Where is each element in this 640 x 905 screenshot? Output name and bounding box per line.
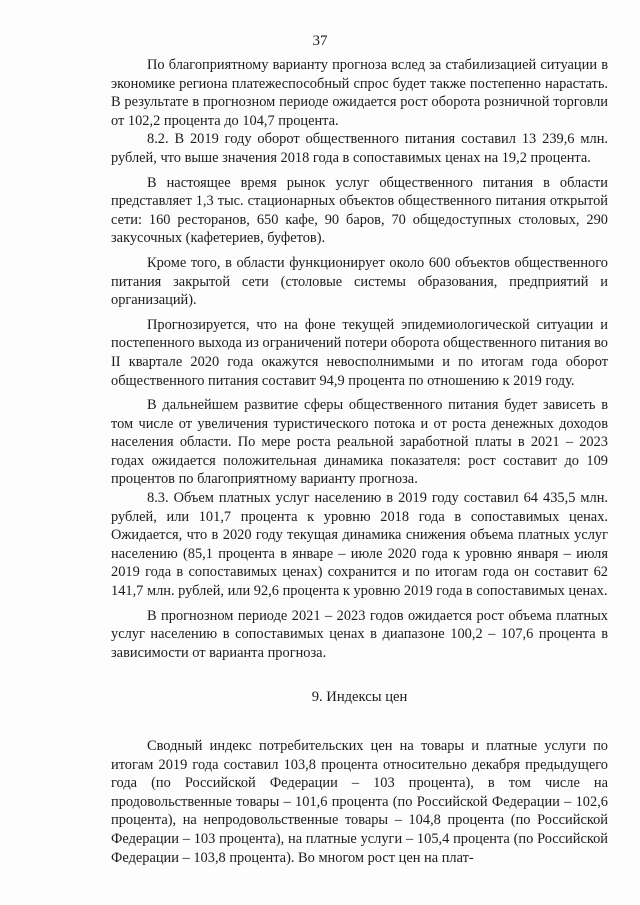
paragraph-paid-services-forecast: В прогнозном периоде 2021 – 2023 годов ожидается рост объема платных услуг населению в сопоставимых ценах в диапазоне 100,2 – 107,6 процента в зависимости от варианта прогноза.: [111, 607, 608, 661]
document-body: [111, 56, 608, 867]
page-number: 37: [312, 33, 328, 49]
paragraph-forecast-demand: По благоприятному варианту прогноза вслед за стабилизацией ситуации в экономике региона платежеспособный спрос будет также постепенно нарастать. В результате в прогнозном периоде ожидается рост оборота розничной торговли от 102,2 процента до 104,7 процента.: [111, 57, 608, 129]
paragraph-catering-turnover: 8.2. В 2019 году оборот общественного питания составил 13 239,6 млн. рублей, что выше значения 2018 года в сопоставимых ценах на 19,2 процента.: [111, 131, 608, 166]
paragraph-paid-services: 8.3. Объем платных услуг населению в 2019 году составил 64 435,5 млн. рублей, или 101,7 процента к уровню 2018 года в сопоставимых ценах. Ожидается, что в 2020 году текущая динамика снижения объема платных услуг населению (85,1 процента в январе – июле 2020 года к уровню января – июля 2019 года в сопоставимых ценах) сохранится и по итогам года он составит 62 141,7 млн. рублей, или 92,6 процента к уровню 2019 года в сопоставимых ценах.: [111, 490, 608, 600]
paragraph-price-index: Сводный индекс потребительских цен на товары и платные услуги по итогам 2019 года составил 103,8 процента относительно декабря предыдущего года (по Российской Федерации – 103 процента), в том числе на продовольственные товары – 101,6 процента (по Российской Федерации – 102,6 процента), на непродовольственные товары – 104,8 процента (по Российской Федерации – 103 процента), на платные услуги – 105,4 процента (по Российской Федерации – 103,8 процента). Во многом рост цен на плат-: [111, 738, 608, 866]
paragraph-closed-network: Кроме того, в области функционирует около 600 объектов общественного питания закрытой сети (столовые системы образования, предприятий и организаций).: [111, 254, 608, 309]
section-heading: 9. Индексы цен: [311, 689, 408, 706]
paragraph-catering-development: В дальнейшем развитие сферы общественного питания будет зависеть в том числе от увеличения туристического потока и от роста денежных доходов населения области. По мере роста реальной заработной платы в 2021 – 2023 годах ожидается положительная динамика показателя: рост составит до 109 процентов по благоприятному варианту прогноза.: [111, 397, 608, 488]
paragraph-catering-market: В настоящее время рынок услуг общественного питания в области представляет 1,3 тыс. стационарных объектов общественного питания открытой сети: 160 ресторанов, 650 кафе, 90 баров, 70 общедоступных столовых, 290 закусочных (кафетериев, буфетов).: [111, 174, 608, 247]
paragraph-epidemic-forecast: Прогнозируется, что на фоне текущей эпидемиологической ситуации и постепенного выхода из ограничений потери оборота общественного питания во II квартале 2020 года окажутся невосполнимыми и по итогам года оборот общественного питания составит 94,9 процента по отношению к 2019 году.: [111, 316, 608, 389]
